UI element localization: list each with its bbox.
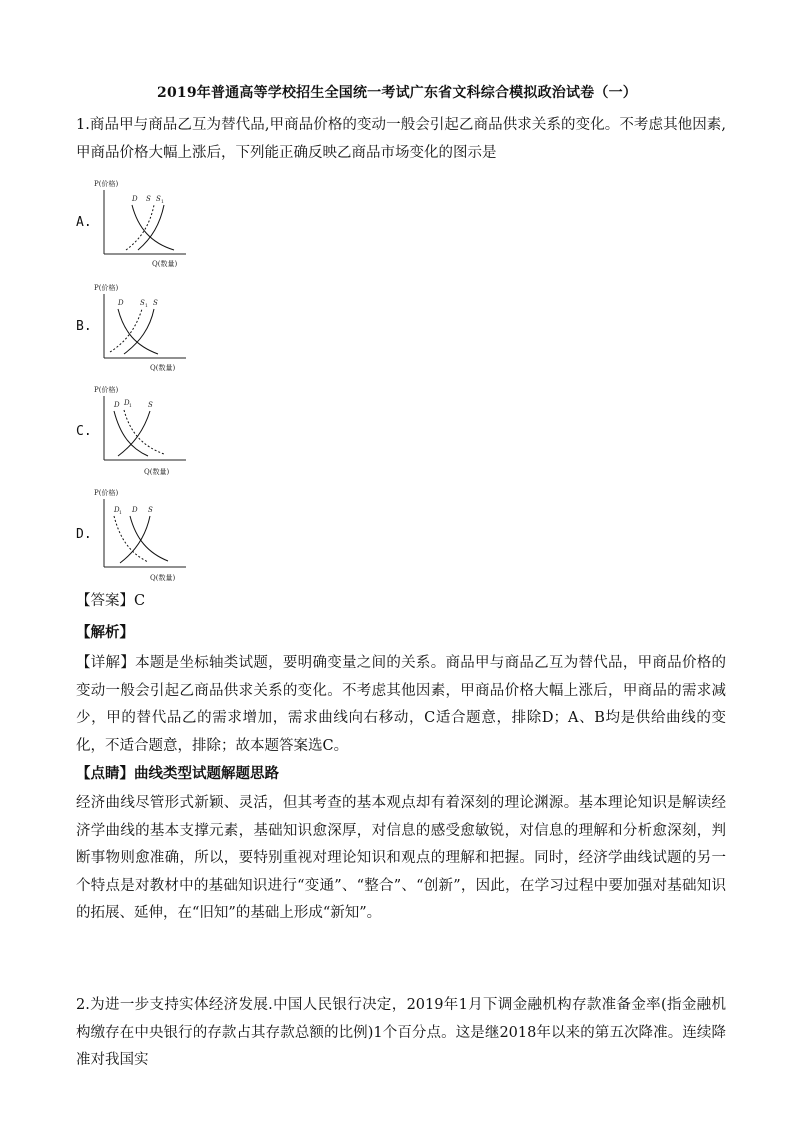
option-a-graph: [96, 178, 206, 270]
q-axis-label: Q(数量): [150, 574, 176, 582]
option-c-graph: [96, 384, 206, 476]
answer: 【答案】C: [76, 593, 146, 609]
curve-subscript: 1: [129, 404, 132, 409]
curve-label-d1: D: [124, 399, 130, 407]
q-axis-label: Q(数量): [152, 260, 178, 268]
option-b-graph: [96, 282, 206, 374]
supply-curve: [120, 516, 150, 563]
question-1-stem: 1.商品甲与商品乙互为替代品,甲商品价格的变动一般会引起乙商品供求关系的变化。不考虑其他因素,甲商品价格大幅上涨后，下列能正确反映乙商品市场变化的图示是: [76, 117, 726, 161]
option-d-label: D.: [76, 527, 92, 542]
option-b-label: B.: [76, 319, 92, 334]
option-c-label: C.: [76, 424, 92, 439]
curve-subscript: 1: [161, 200, 164, 205]
supply-curve-s1: [110, 309, 142, 352]
supply-curve-s: [124, 309, 154, 354]
demand-curve: [132, 205, 174, 250]
detail-explanation: 【详解】本题是坐标轴类试题，要明确变量之间的关系。商品甲与商品乙互为替代品，甲商品价格的变动一般会引起乙商品供求关系的变化。不考虑其他因素，甲商品价格大幅上涨后，甲商品的需求减少，甲的替代品乙的需求增加，需求曲线向右移动，C适合题意，排除D；A、B均是供给曲线的变化，不适合题意，排除；故本题答案选C。: [76, 655, 726, 754]
curve-label-s: S: [148, 401, 153, 409]
q-axis-label: Q(数量): [144, 468, 170, 476]
tip-text: 经济曲线尽管形式新颖、灵活，但其考查的基本观点却有着深刻的理论渊源。基本理论知识是解读经济学曲线的基本支撑元素，基础知识愈深厚，对信息的感受愈敏锐，对信息的理解和分析愈深刻，判断事物则愈准确，所以，要特别重视对理论知识和观点的理解和把握。同时，经济学曲线试题的另一个特点是对教材中的基础知识进行“变通”、“整合”、“创新”，因此，在学习过程中要加强对基础知识的拓展、延伸，在“旧知”的基础上形成“新知”。: [76, 795, 726, 921]
curve-label-s: S: [146, 195, 151, 203]
demand-curve-d1: [114, 516, 148, 562]
p-axis-label: P(价格): [94, 284, 119, 292]
question-2-stem: 2.为进一步支持实体经济发展.中国人民银行决定，2019年1月下调金融机构存款准备金率(指金融机构缴存在中央银行的存款占其存款总额的比例)1个百分点。这是继2018年以来的第五次降准。连续降准对我国实: [76, 997, 726, 1068]
option-a-label: A.: [76, 215, 92, 230]
demand-curve-d: [114, 411, 148, 456]
curve-label-d: D: [118, 299, 124, 307]
curve-label-d: D: [132, 506, 138, 514]
option-d-graph: [96, 487, 206, 583]
curve-subscript: 1: [119, 511, 122, 516]
p-axis-label: P(价格): [94, 489, 119, 497]
p-axis-label: P(价格): [94, 386, 119, 394]
tip-heading: 【点睛】曲线类型试题解题思路: [76, 765, 279, 782]
curve-label-d1: D: [114, 506, 120, 514]
curve-label-s: S: [153, 299, 158, 307]
curve-label-d: D: [132, 195, 138, 203]
curve-subscript: 1: [145, 304, 148, 309]
curve-label-s1: S: [140, 299, 145, 307]
curve-label-d: D: [114, 401, 120, 409]
demand-curve-d1: [124, 410, 164, 454]
curve-label-s: S: [148, 506, 153, 514]
paper-title: 2019年普通高等学校招生全国统一考试广东省文科综合模拟政治试卷（一）: [157, 85, 637, 101]
curve-label-s1: S: [156, 195, 161, 203]
p-axis-label: P(价格): [94, 180, 119, 188]
analysis-heading: 【解析】: [76, 624, 134, 641]
q-axis-label: Q(数量): [150, 364, 176, 372]
supply-curve-s: [126, 205, 154, 250]
